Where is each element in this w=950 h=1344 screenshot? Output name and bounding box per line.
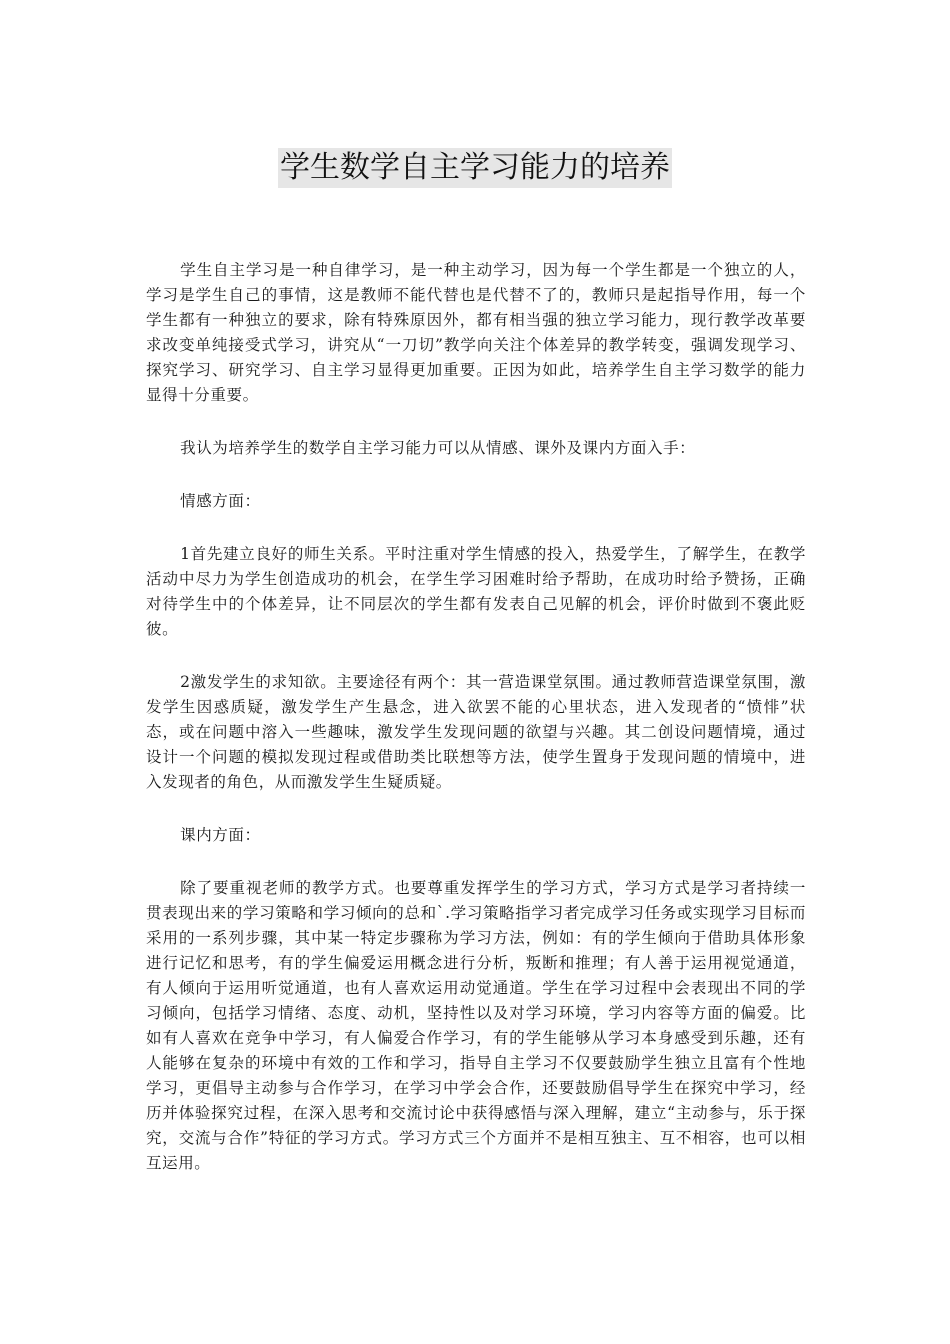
paragraph-point-2: 2激发学生的求知欲。主要途径有两个：其一营造课堂氛围。通过教师营造课堂氛围，激发学生因惑质疑，激发学生产生悬念，进入欲罢不能的心里状态，进入发现者的“愤悱”状态，或在问题中溶入一些趣味，激发学生发现问题的欲望与兴趣。其二创设问题情境，通过设计一个问题的模拟发现过程或借助类比联想等方法，使学生置身于发现问题的情境中，进入发现者的角色，从而激发学生生疑质疑。 xyxy=(146,673,806,791)
paragraph-classroom: 除了要重视老师的教学方式。也要尊重发挥学生的学习方式，学习方式是学习者持续一贯表现出来的学习策略和学习倾向的总和`.学习策略指学习者完成学习任务或实现学习目标而采用的一系列步骤，其中某一特定步骤称为学习方法，例如：有的学生倾向于借助具体形象进行记忆和思考，有的学生偏爱运用概念进行分析，叛断和推理；有人善于运用视觉通道，有人倾向于运用听觉通道，也有人喜欢运用动觉通道。学生在学习过程中会表现出不同的学习倾向，包括学习情绪、态度、动机，坚持性以及对学习环境，学习内容等方面的偏爱。比如有人喜欢在竞争中学习，有人偏爱合作学习，有的学生能够从学习本身感受到乐趣，还有人能够在复杂的环境中有效的工作和学习，指导自主学习不仅要鼓励学生独立且富有个性地学习，更倡导主动参与合作学习，在学习中学会合作，还要鼓励倡导学生在探究中学习，经历并体验探究过程，在深入思考和交流讨论中获得感悟与深入理解，建立“主动参与，乐于探究，交流与合作”特征的学习方式。学习方式三个方面并不是相互独主、互不相容，也可以相互运用。 xyxy=(146,879,806,1172)
document-title: 学生数学自主学习能力的培养 xyxy=(278,148,672,188)
paragraph-approach: 我认为培养学生的数学自主学习能力可以从情感、课外及课内方面入手： xyxy=(180,439,696,457)
section-heading-classroom: 课内方面： xyxy=(180,826,261,844)
paragraph-intro: 学生自主学习是一种自律学习，是一种主动学习，因为每一个学生都是一个独立的人，学习是学生自己的事情，这是教师不能代替也是代替不了的，教师只是起指导作用，每一个学生都有一种独立的要求，除有特殊原因外，都有相当强的独立学习能力，现行教学改革要求改变单纯接受式学习，讲究从“一刀切”教学向关注个体差异的教学转变，强调发现学习、探究学习、研究学习、自主学习显得更加重要。正因为如此，培养学生自主学习数学的能力显得十分重要。 xyxy=(146,261,806,404)
section-heading-emotion: 情感方面： xyxy=(180,492,261,510)
document-body xyxy=(146,258,806,1204)
title-container xyxy=(0,148,950,188)
paragraph-point-1: 1首先建立良好的师生关系。平时注重对学生情感的投入，热爱学生，了解学生，在教学活动中尽力为学生创造成功的机会，在学生学习困难时给予帮助，在成功时给予赞扬，正确对待学生中的个体差异，让不同层次的学生都有发表自己见解的机会，评价时做到不褒此贬彼。 xyxy=(146,545,806,638)
